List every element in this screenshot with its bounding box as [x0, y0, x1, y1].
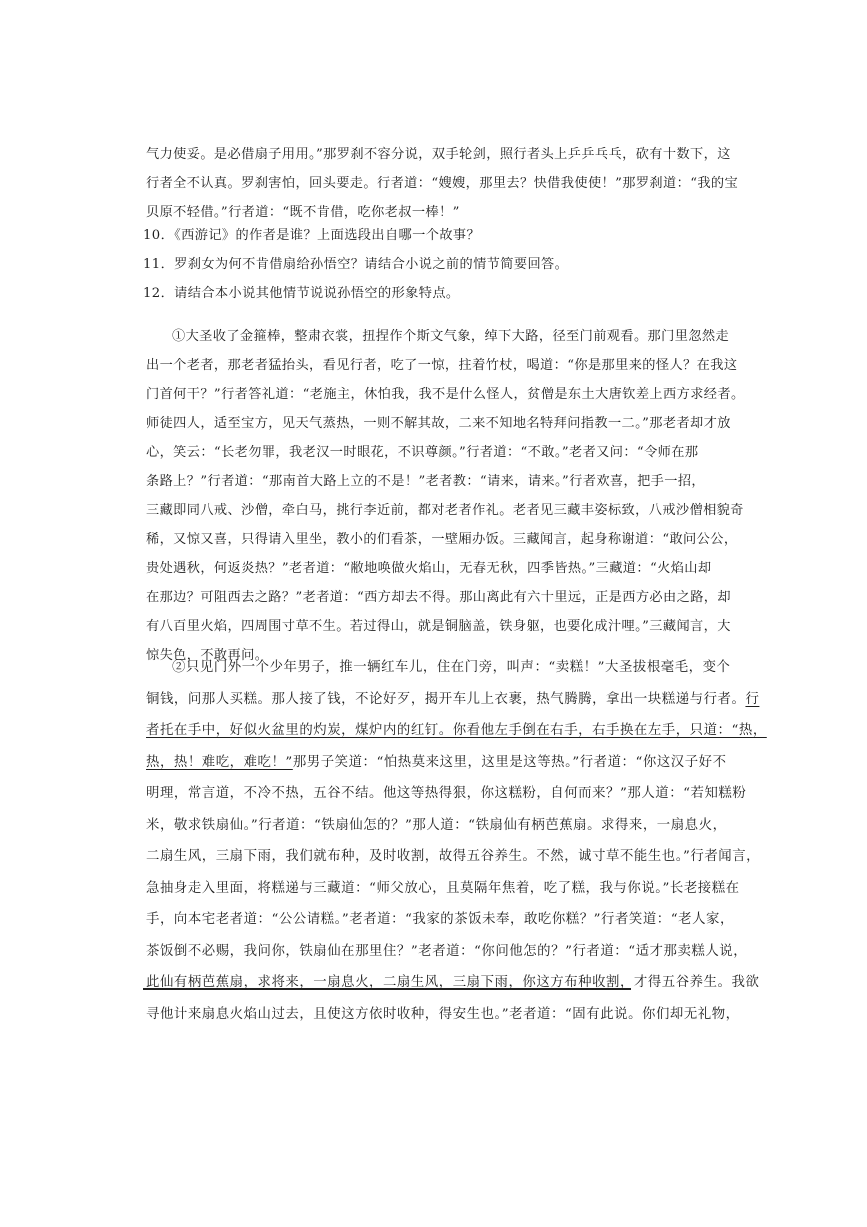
paragraph-line: 师徒四人，适至宝方，见天气蒸热，一则不解其故，二来不知地名特拜问指教一二。”那老者却才放	[146, 416, 731, 431]
paragraph-line: 条路上？”行者道：“那南首大路上立的不是！”老者教：“请来，请来。”行者欢喜，把手一招，	[146, 474, 706, 489]
reading-paragraph-2	[146, 652, 767, 1030]
paragraph-line: 此仙有柄芭蕉扇，求将来，一扇息火，二扇生风，三扇下雨，你这方布种收割，才得五谷养生。我欲	[146, 975, 760, 990]
passage-line: 气力使妥。是必借扇子用用。”那罗刹不容分说，双手轮剑，照行者头上乒乒乓乓，砍有十数下，这	[146, 147, 731, 162]
underlined-text: 行	[745, 691, 760, 707]
reading-paragraph-1	[146, 322, 745, 670]
paragraph-line	[146, 747, 727, 779]
underlined-text: 热，热！难吃，难吃！”	[146, 754, 293, 770]
paragraph-line: 出一个老者，那老者猛抬头，看见行者，吃了一惊，拄着竹杖，喝道：“你是那里来的怪人？在我这	[146, 358, 738, 373]
bottom-divider	[143, 988, 631, 990]
question-12: 12．请结合本小说其他情节说说孙悟空的形象特点。	[143, 286, 460, 301]
passage-line: 贝原不轻借。”行者道：“既不肯借，吃你老叔一棒！”	[146, 205, 460, 220]
top-passage	[146, 140, 739, 227]
paragraph-line: 惊失色，不敢再问。	[146, 648, 269, 663]
paragraph-line: 二扇生风，三扇下雨，我们就布种，及时收割，故得五谷养生。不然，诚寸草不能生也。”行者闻言，	[146, 849, 761, 864]
plain-text: 铜钱，问那人买糕。那人接了钱，不论好歹，揭开车儿上衣裹，热气腾腾，拿出一块糕递与行者。	[146, 691, 746, 707]
plain-text: 那男子笑道：“怕热莫来这里，这里是这等热。”行者道：“你这汉子好不	[292, 754, 727, 770]
paragraph-line: 寻他计来扇息火焰山过去，且使这方依时收种，得安生也。”老者道：“固有此说。你们却无礼物，	[146, 1006, 740, 1022]
paragraph-line: 三藏即同八戒、沙僧，牵白马，挑行李近前，都对老者作礼。老者见三藏丰姿标致，八戒沙僧相貌奇	[146, 503, 744, 518]
paragraph-line: ②只见门外一个少年男子，推一辆红车儿，住在门旁，叫声：“卖糕！”大圣拔根毫毛，变个	[172, 660, 731, 675]
paragraph-line: 急抽身走入里面，将糕递与三藏道：“师父放心，且莫隔年焦着，吃了糕，我与你说。”长老接糕在	[146, 880, 740, 896]
paragraph-line: 米，敬求铁扇仙。”行者道：“铁扇仙怎的？”那人道：“铁扇仙有柄芭蕉扇。求得来，一扇息火，	[146, 817, 727, 833]
questions-list	[143, 221, 667, 308]
paragraph-line: 心，笑云：“长老勿罪，我老汉一时眼花，不识尊颜。”行者道：“不敢。”老者又问：“令师在那	[146, 445, 699, 460]
passage-line: 行者全不认真。罗刹害怕，回头要走。行者道：“嫂嫂，那里去？快借我使使！”那罗刹道：“我的宝	[146, 176, 739, 191]
paragraph-line: ①大圣收了金箍棒，整肃衣裳，扭捏作个斯文气象，绰下大路，径至门前观看。那门里忽然走	[172, 329, 730, 344]
paragraph-line: 茶饭倒不必赐，我问你，铁扇仙在那里住？”老者道：“你问他怎的？”行者道：“适才那卖糕人说，	[146, 943, 748, 959]
paragraph-line: 手，向本宅老者道：“公公请糕。”老者道：“我家的茶饭未奉，敢吃你糕？”行者笑道：“老人家，	[146, 912, 734, 927]
paragraph-line: 稀，又惊又喜，只得请入里坐，教小的们看茶，一壁厢办饭。三藏闻言，起身称谢道：“敢问公公，	[146, 532, 738, 547]
paragraph-line: 门首何干？”行者答礼道：“老施主，休怕我，我不是什么怪人，贫僧是东土大唐钦差上西方求经者。	[146, 387, 745, 402]
question-11: 11．罗刹女为何不肯借扇给孙悟空？请结合小说之前的情节简要回答。	[143, 257, 569, 272]
underlined-text: 者托在手中，好似火盆里的灼炭，煤炉内的红钉。你看他左手倒在右手，右手换在左手，只道：“热，	[146, 723, 767, 738]
paragraph-line: 在那边？可阻西去之路？”老者道：“西方却去不得。那山离此有六十里远，正是西方必由之路，却	[146, 590, 731, 605]
paragraph-line	[146, 684, 760, 716]
paragraph-line: 贵处遇秋，何返炎热？”老者道：“敝地唤做火焰山，无春无秋，四季皆热。”三藏道：“火焰山却	[146, 561, 712, 576]
paragraph-line	[146, 715, 767, 747]
question-10: 10．《西游记》的作者是谁？上面选段出自哪一个故事？	[143, 228, 481, 243]
paragraph-line: 有八百里火焰，四周围寸草不生。若过得山，就是铜脑盖，铁身躯，也要化成汁哩。”三藏闻言，大	[146, 619, 731, 634]
paragraph-line: 明理，常言道，不冷不热，五谷不结。他这等热得狠，你这糕粉，自何而来？”那人道：“若知糕粉	[146, 786, 747, 801]
